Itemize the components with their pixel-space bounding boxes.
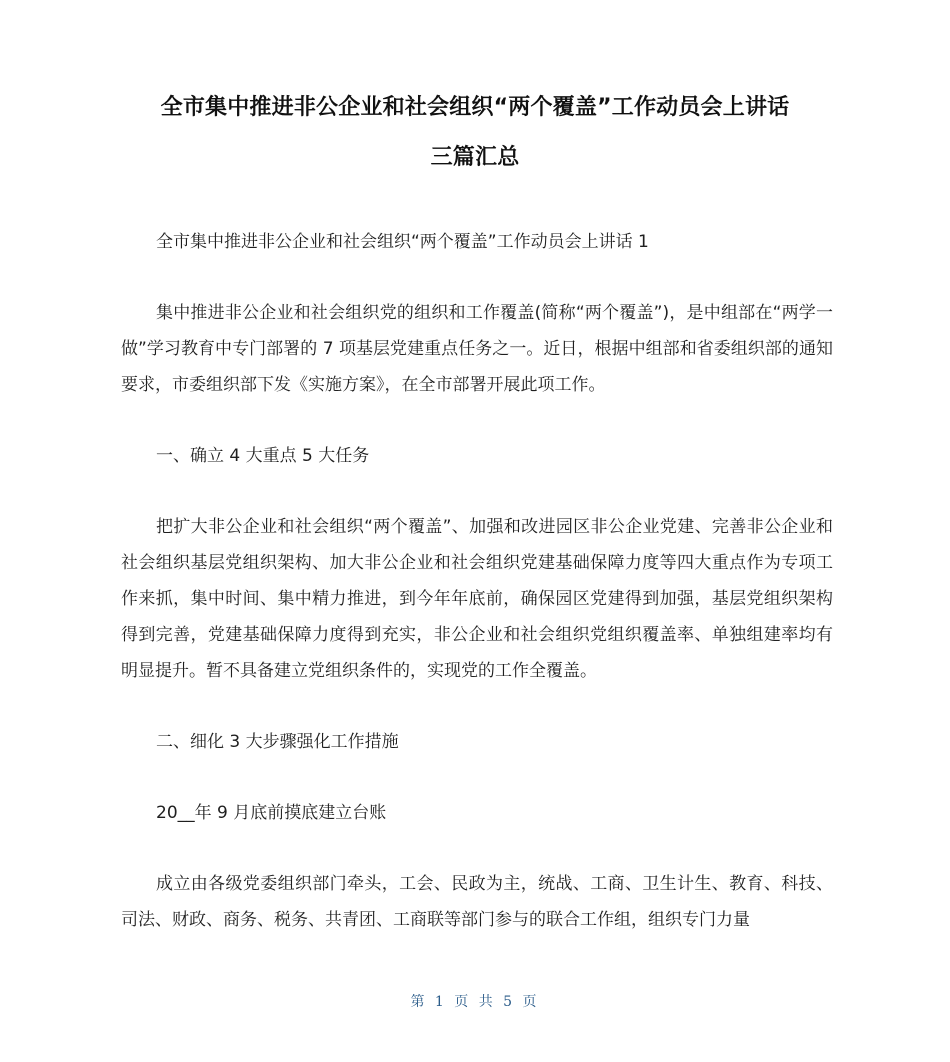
body-paragraph: 集中推进非公企业和社会组织党的组织和工作覆盖(简称“两个覆盖”)，是中组部在“两学一做”学习教育中专门部署的 7 项基层党建重点任务之一。近日，根据中组部和省委组织部的通知要求，市委组织部下发《实施方案》，在全市部署开展此项工作。	[121, 303, 833, 395]
subsection-heading: 20__年 9 月底前摸底建立台账	[156, 803, 387, 823]
document-title: 全市集中推进非公企业和社会组织“两个覆盖”工作动员会上讲话	[160, 95, 790, 120]
section-heading: 二、细化 3 大步骤强化工作措施	[156, 732, 399, 752]
document-body	[121, 224, 833, 938]
document-title-continuation: 三篇汇总	[430, 145, 520, 170]
section-heading: 一、确立 4 大重点 5 大任务	[156, 446, 370, 466]
body-paragraph: 把扩大非公企业和社会组织“两个覆盖”、加强和改进园区非公企业党建、完善非公企业和社会组织基层党组织架构、加大非公企业和社会组织党建基础保障力度等四大重点作为专项工作来抓，集中时间、集中精力推进，到今年年底前，确保园区党建得到加强，基层党组织架构得到完善，党建基础保障力度得到充实，非公企业和社会组织党组织覆盖率、单独组建率均有明显提升。暂不具备建立党组织条件的，实现党的工作全覆盖。	[121, 517, 833, 681]
speech-heading: 全市集中推进非公企业和社会组织“两个覆盖”工作动员会上讲话 1	[156, 232, 649, 252]
page-number-footer: 第 1 页 共 5 页	[410, 994, 540, 1010]
body-paragraph: 成立由各级党委组织部门牵头，工会、民政为主，统战、工商、卫生计生、教育、科技、司法、财政、商务、税务、共青团、工商联等部门参与的联合工作组，组织专门力量	[121, 874, 833, 930]
